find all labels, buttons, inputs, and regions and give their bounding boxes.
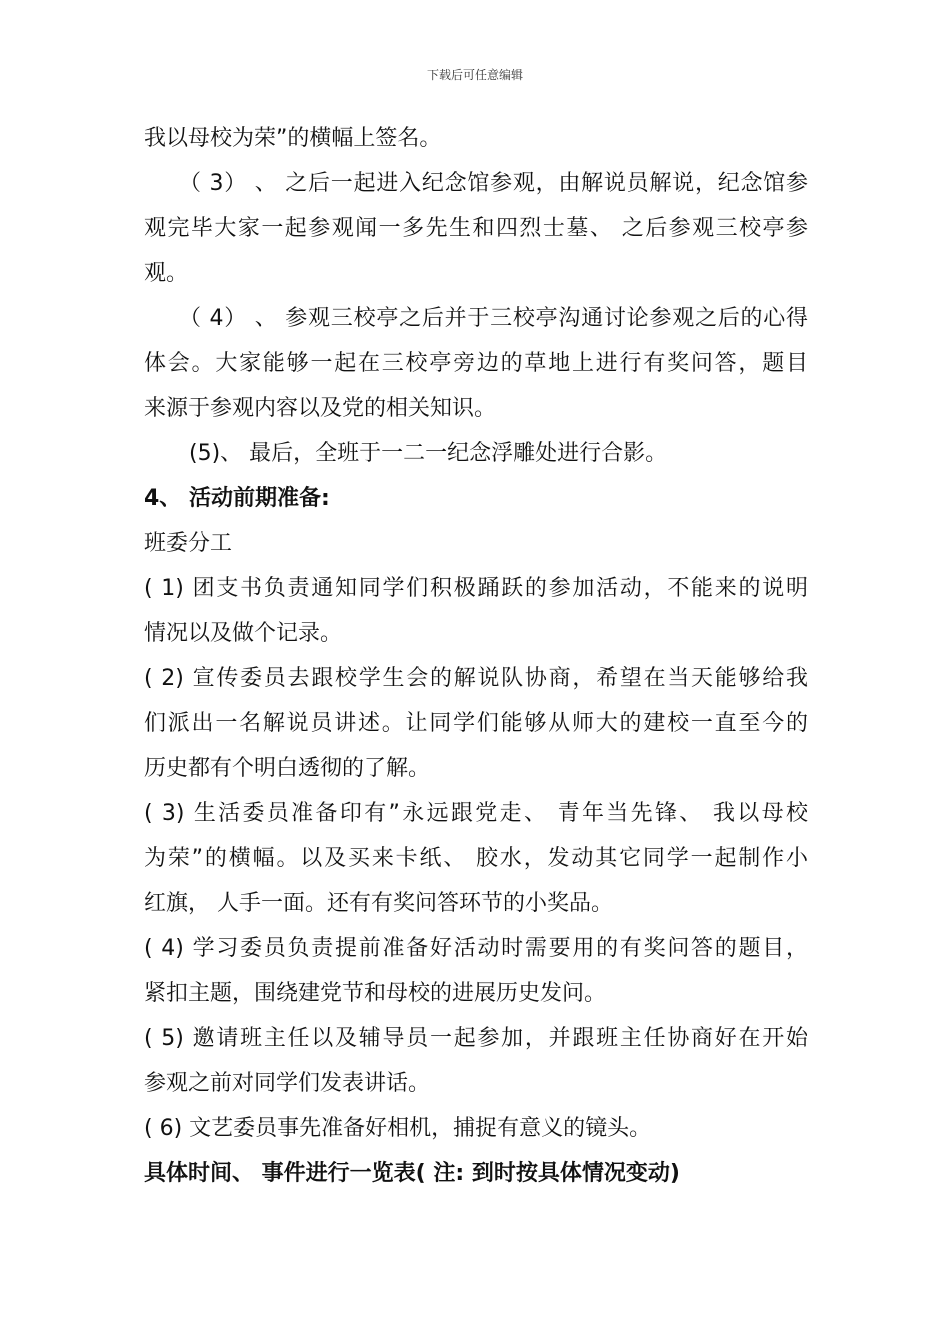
text-line: 为荣”的横幅。以及买来卡纸、 胶水，发动其它同学一起制作小 (144, 846, 808, 871)
text-line: 历史都有个明白透彻的了解。 (144, 756, 431, 781)
text-line: 体会。大家能够一起在三校亭旁边的草地上进行有奖问答，题目 (144, 351, 808, 376)
text-line: ( 3) 生活委员准备印有”永远跟党走、 青年当先锋、 我以母校 (144, 801, 808, 826)
text-line: 班委分工 (144, 531, 233, 556)
text-line: 情况以及做个记录。 (144, 621, 343, 646)
text-line: ( 4) 学习委员负责提前准备好活动时需要用的有奖问答的题目， (144, 936, 808, 961)
section-heading: 4、 活动前期准备: (144, 486, 330, 511)
text-line: 们派出一名解说员讲述。让同学们能够从师大的建校一直至今的 (144, 711, 808, 736)
section-heading: 具体时间、 事件进行一览表( 注: 到时按具体情况变动) (144, 1161, 680, 1186)
text-line: （ 4） 、 参观三校亭之后并于三校亭沟通讨论参观之后的心得 (179, 306, 808, 331)
text-line: ( 6) 文艺委员事先准备好相机，捕捉有意义的镜头。 (144, 1116, 652, 1141)
text-line: 紧扣主题，围绕建党节和母校的进展历史发问。 (144, 981, 607, 1006)
text-line: ( 5) 邀请班主任以及辅导员一起参加，并跟班主任协商好在开始 (144, 1026, 808, 1051)
text-line: 红旗， 人手一面。还有有奖问答环节的小奖品。 (144, 891, 613, 916)
text-line: ( 2) 宣传委员去跟校学生会的解说队协商，希望在当天能够给我 (144, 666, 808, 691)
document-body (144, 116, 808, 1196)
page-header: 下载后可任意编辑 (426, 68, 523, 82)
text-line: 参观之前对同学们发表讲话。 (144, 1071, 431, 1096)
text-line: 观完毕大家一起参观闻一多先生和四烈士墓、 之后参观三校亭参 (144, 216, 808, 241)
text-line: 观。 (144, 261, 189, 286)
text-line: 来源于参观内容以及党的相关知识。 (144, 396, 497, 421)
text-line: （ 3） 、 之后一起进入纪念馆参观，由解说员解说，纪念馆参 (179, 171, 808, 196)
text-line: ( 1) 团支书负责通知同学们积极踊跃的参加活动，不能来的说明 (144, 576, 808, 601)
text-line: (5)、 最后，全班于一二一纪念浮雕处进行合影。 (189, 441, 668, 466)
text-line: 我以母校为荣”的横幅上签名。 (144, 126, 442, 151)
